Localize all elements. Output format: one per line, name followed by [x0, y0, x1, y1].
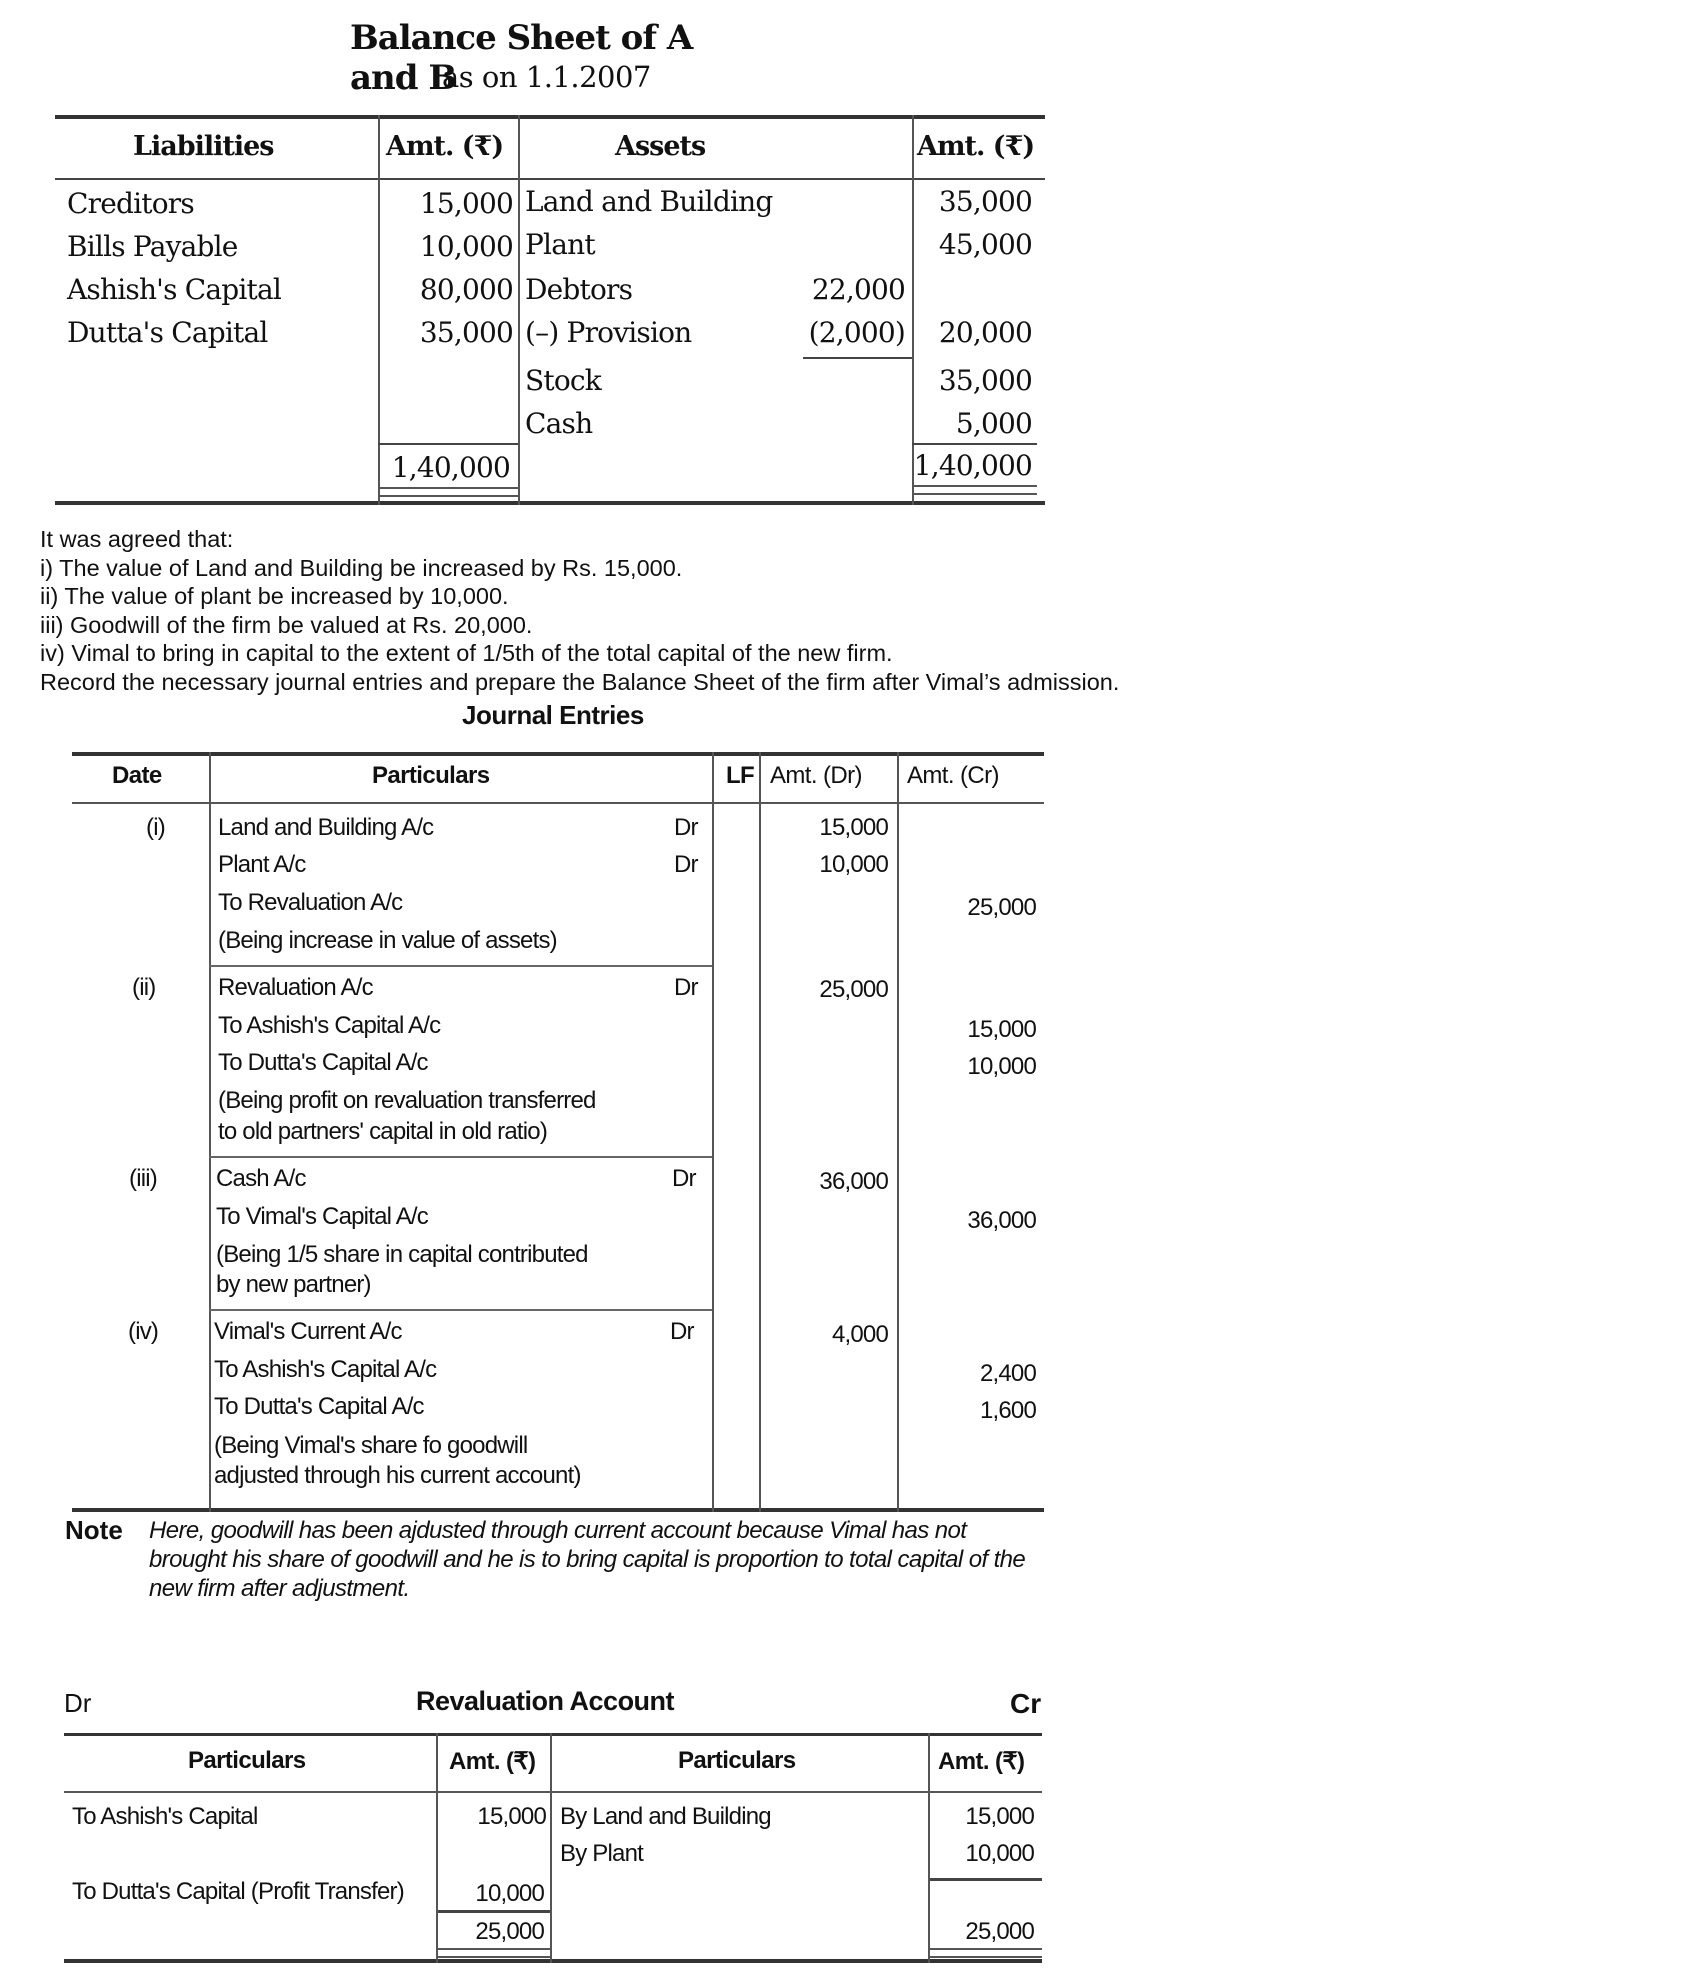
total-liabilities: 1,40,000	[391, 451, 510, 484]
entry-separator	[209, 1309, 712, 1311]
entry-date: (iv)	[128, 1318, 159, 1345]
table-rule	[64, 1733, 1042, 1736]
entry-line: To Revaluation A/c	[218, 889, 403, 916]
cr-amount: 1,600	[979, 1397, 1036, 1424]
question-item: ii) The value of plant be increased by 10,000.	[40, 583, 509, 609]
credit-amount: 15,000	[965, 1803, 1034, 1830]
liability-amount: 10,000	[419, 230, 513, 263]
total-rule	[912, 443, 1037, 445]
asset-label: Stock	[525, 364, 601, 397]
debit-amount: 15,000	[477, 1803, 546, 1830]
total-credit: 25,000	[965, 1918, 1034, 1945]
question-intro: It was agreed that:	[40, 526, 234, 552]
balance-sheet-subtitle: as on 1.1.2007	[442, 60, 651, 94]
table-rule	[55, 178, 1045, 180]
entry-line: To Vimal's Capital A/c	[216, 1203, 428, 1230]
asset-label: Debtors	[525, 273, 633, 306]
double-rule	[912, 485, 1037, 495]
cr-amount: 2,400	[979, 1360, 1036, 1387]
column-divider	[912, 115, 914, 505]
entry-narration: (Being profit on revaluation transferred	[218, 1087, 596, 1114]
entry-narration: (Being increase in value of assets)	[218, 927, 557, 954]
journal-title: Journal Entries	[462, 700, 644, 730]
total-rule	[438, 1910, 550, 1913]
entry-narration: to old partners' capital in old ratio)	[218, 1118, 548, 1145]
column-divider	[209, 752, 211, 1512]
entry-date: (ii)	[132, 974, 156, 1001]
cr-label: Cr	[1010, 1688, 1042, 1719]
header-amt-cr: Amt. (Cr)	[907, 762, 999, 789]
column-divider	[518, 115, 520, 505]
header-liabilities: Liabilities	[133, 131, 274, 162]
header-particulars: Particulars	[372, 762, 490, 789]
asset-amount: 20,000	[938, 316, 1032, 349]
dr-mark: Dr	[674, 814, 698, 841]
dr-mark: Dr	[674, 974, 698, 1001]
entry-line: Plant A/c	[218, 851, 306, 878]
credit-label: By Plant	[560, 1840, 643, 1867]
column-divider	[550, 1733, 552, 1963]
liability-amount: 80,000	[419, 273, 513, 306]
question-instruction: Record the necessary journal entries and prepare the Balance Sheet of the firm after Vimal’s admission.	[40, 668, 1120, 695]
dr-mark: Dr	[672, 1165, 696, 1192]
entry-line: To Dutta's Capital A/c	[218, 1049, 428, 1076]
column-divider	[378, 115, 380, 505]
entry-line: Revaluation A/c	[218, 974, 373, 1001]
dr-mark: Dr	[674, 851, 698, 878]
entry-line: To Ashish's Capital A/c	[214, 1356, 437, 1383]
asset-label: Land and Building	[525, 185, 773, 218]
credit-amount: 10,000	[965, 1840, 1034, 1867]
header-asset-amount: Amt. (₹)	[917, 131, 1035, 162]
double-rule	[378, 487, 518, 497]
dr-mark: Dr	[670, 1318, 694, 1345]
dr-amount: 4,000	[831, 1321, 888, 1348]
question-item: iv) Vimal to bring in capital to the extent of 1/5th of the total capital of the new firm.	[40, 640, 893, 666]
entry-narration: (Being Vimal's share fo goodwill	[214, 1432, 528, 1459]
total-assets: 1,40,000	[913, 449, 1032, 482]
column-divider	[759, 752, 761, 1512]
total-rule	[930, 1878, 1042, 1881]
entry-narration: adjusted through his current account)	[214, 1462, 581, 1489]
dr-amount: 25,000	[819, 976, 888, 1003]
note-text: Here, goodwill has been ajdusted through current account because Vimal has not brought his share of goodwill and he is to bring capital is proportion to total capital of the new firm after adjustment.	[149, 1517, 1026, 1602]
entry-line: Land and Building A/c	[218, 814, 434, 841]
debit-amount: 10,000	[475, 1880, 544, 1907]
header-date: Date	[112, 762, 162, 789]
total-debit: 25,000	[475, 1918, 544, 1945]
asset-inner-amount: 22,000	[811, 273, 905, 306]
dr-amount: 10,000	[819, 851, 888, 878]
dr-amount: 15,000	[819, 814, 888, 841]
liability-amount: 35,000	[419, 316, 513, 349]
header-cr-particulars: Particulars	[678, 1747, 796, 1774]
entry-line: To Dutta's Capital A/c	[214, 1393, 424, 1420]
entry-line: Cash A/c	[216, 1165, 306, 1192]
cr-amount: 36,000	[967, 1207, 1036, 1234]
header-dr-amount: Amt. (₹)	[449, 1748, 536, 1775]
header-assets: Assets	[615, 131, 706, 162]
table-rule	[64, 1959, 1042, 1963]
note-label: Note	[65, 1515, 123, 1545]
entry-date: (iii)	[129, 1165, 157, 1192]
table-rule	[64, 1791, 1042, 1793]
question-item: iii) Goodwill of the firm be valued at Rs. 20,000.	[40, 611, 533, 638]
subtotal-rule	[803, 357, 912, 359]
asset-amount: 35,000	[938, 185, 1032, 218]
entry-line: To Ashish's Capital A/c	[218, 1012, 441, 1039]
asset-amount: 45,000	[938, 228, 1032, 261]
cr-amount: 10,000	[967, 1053, 1036, 1080]
cr-amount: 15,000	[967, 1016, 1036, 1043]
entry-narration: by new partner)	[216, 1271, 371, 1298]
liability-label: Dutta's Capital	[67, 316, 268, 349]
asset-label: (–) Provision	[525, 316, 692, 349]
double-rule	[930, 1948, 1042, 1958]
table-rule	[55, 501, 1045, 505]
asset-label: Plant	[525, 228, 595, 261]
liability-label: Bills Payable	[67, 230, 238, 263]
entry-narration: (Being 1/5 share in capital contributed	[216, 1241, 588, 1268]
question-text	[40, 525, 1119, 696]
entry-date: (i)	[146, 814, 165, 841]
journal-table	[72, 752, 1044, 1512]
liability-amount: 15,000	[419, 187, 513, 220]
dr-amount: 36,000	[819, 1168, 888, 1195]
cr-amount: 25,000	[967, 894, 1036, 921]
balance-sheet-table	[55, 115, 1040, 505]
revaluation-table	[64, 1733, 1042, 1963]
liability-label: Ashish's Capital	[67, 273, 282, 306]
question-item: i) The value of Land and Building be increased by Rs. 15,000.	[40, 554, 683, 581]
header-amt-dr: Amt. (Dr)	[770, 762, 862, 789]
column-divider	[897, 752, 899, 1512]
entry-line: Vimal's Current A/c	[214, 1318, 402, 1345]
asset-amount: 35,000	[938, 364, 1032, 397]
debit-label: To Dutta's Capital (Profit Transfer)	[72, 1878, 404, 1905]
column-divider	[712, 752, 714, 1512]
header-dr-particulars: Particulars	[188, 1747, 306, 1774]
header-lf: LF	[726, 762, 755, 789]
table-rule	[55, 115, 1045, 119]
asset-label: Cash	[525, 407, 593, 440]
credit-label: By Land and Building	[560, 1803, 771, 1830]
revaluation-title: Revaluation Account	[416, 1686, 675, 1716]
entry-separator	[209, 1156, 712, 1158]
dr-label: Dr	[64, 1688, 92, 1718]
asset-inner-amount: (2,000)	[808, 316, 905, 349]
asset-amount: 5,000	[955, 407, 1032, 440]
debit-label: To Ashish's Capital	[72, 1803, 258, 1830]
liability-label: Creditors	[67, 187, 194, 220]
balance-sheet-title: Balance Sheet of A and B	[350, 18, 693, 98]
header-cr-amount: Amt. (₹)	[938, 1748, 1025, 1775]
entry-separator	[209, 965, 712, 967]
total-rule	[378, 443, 518, 445]
double-rule	[438, 1948, 550, 1958]
header-liab-amount: Amt. (₹)	[386, 131, 504, 162]
